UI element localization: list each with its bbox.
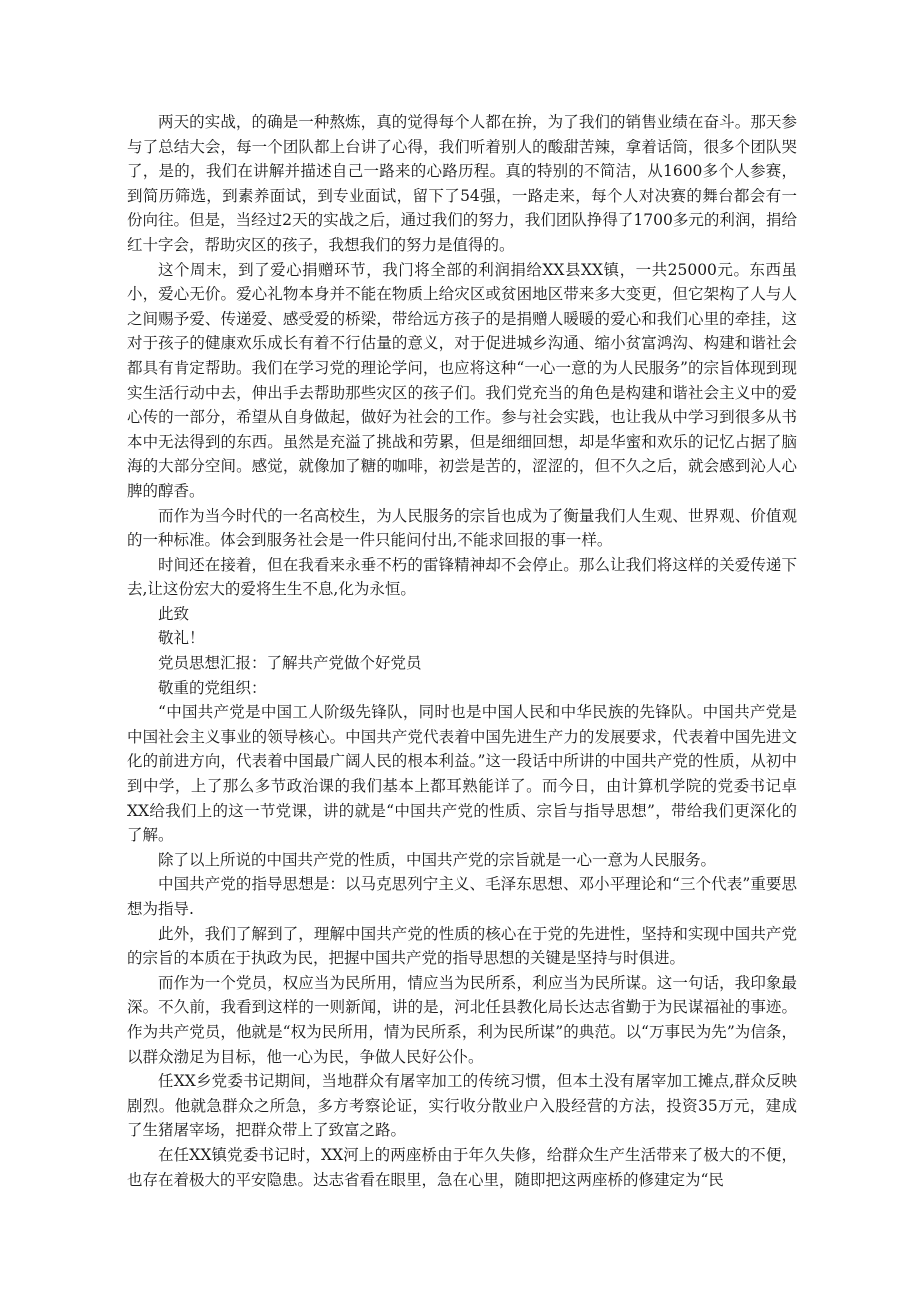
- paragraph: 在任XX镇党委书记时，XX河上的两座桥由于年久失修，给群众生产生活带来了极大的不便，也存在着极大的平安隐患。达志省看在眼里，急在心里，随即把这两座桥的修建定为“民: [127, 1145, 797, 1189]
- paragraph: 此外，我们了解到了，理解中国共产党的性质的核心在于党的先进性，坚持和实现中国共产党的宗旨的本质在于执政为民，把握中国共产党的指导思想的关键是坚持与时俱进。: [127, 924, 797, 968]
- closing-regards: 敬礼！: [158, 629, 205, 648]
- paragraph: 时间还在接着，但在我看来永垂不朽的雷锋精神却不会停止。那么让我们将这样的关爱传递下去,让这份宏大的爱将生生不息,化为永恒。: [127, 555, 797, 599]
- paragraph: “中国共产党是中国工人阶级先锋队，同时也是中国人民和中华民族的先锋队。中国共产党是中国社会主义事业的领导核心。中国共产党代表着中国先进生产力的发展要求，代表着中国先进文化的前进方向，代表着中国最广阔人民的根本利益。”这一段话中所讲的中国共产党的性质，从初中到中学，上了那么多节政治课的我们基本上都耳熟能详了。而今日，由计算机学院的党委书记卓XX给我们上的这一节党课，讲的就是“中国共产党的性质、宗旨与指导思想”，带给我们更深化的了解。: [127, 703, 797, 845]
- paragraph: 而作为当今时代的一名高校生，为人民服务的宗旨也成为了衡量我们人生观、世界观、价值观的一种标准。体会到服务社会是一件只能问付出,不能求回报的事一样。: [127, 506, 797, 550]
- paragraph: 中国共产党的指导思想是：以马克思列宁主义、毛泽东思想、邓小平理论和“三个代表”重要思想为指导.: [127, 875, 797, 918]
- document-body: [127, 110, 797, 1192]
- greeting: 敬重的党组织：: [158, 678, 267, 697]
- section-title: 党员思想汇报：了解共产党做个好党员: [158, 654, 422, 673]
- closing-salutation: 此致: [158, 604, 190, 623]
- paragraph: 两天的实战，的确是一种熬炼，真的觉得每个人都在拚，为了我们的销售业绩在奋斗。那天参与了总结大会，每一个团队都上台讲了心得，我们听着别人的酸甜苦辣，拿着话筒，很多个团队哭了，是的，我们在讲解并描述自己一路来的心路历程。真的特别的不简洁，从1600多个人参赛，到简历筛选，到素养面试，到专业面试，留下了54强，一路走来，每个人对决赛的舞台都会有一份向往。但是，当经过2天的实战之后，通过我们的努力，我们团队挣得了1700多元的利润，捐给红十字会，帮助灾区的孩子，我想我们的努力是值得的。: [127, 113, 797, 254]
- paragraph: 这个周末，到了爱心捐赠环节，我门将全部的利润捐给XX县XX镇，一共25000元。东西虽小，爱心无价。爱心礼物本身并不能在物质上给灾区或贫困地区带来多大变更，但它架构了人与人之间赐予爱、传递爱、感受爱的桥梁，带给远方孩子的是捐赠人暖暖的爱心和我们心里的牵挂，这对于孩子的健康欢乐成长有着不行估量的意义，对于促进城乡沟通、缩小贫富鸿沟、构建和谐社会都具有肯定帮助。我们在学习党的理论学问，也应将这种“一心一意的为人民服务”的宗旨体现到现实生活行动中去，伸出手去帮助那些灾区的孩子们。我们党充当的角色是构建和谐社会主义中的爱心传的一部分，希望从自身做起，做好为社会的工作。参与社会实践，也让我从中学习到很多从书本中无法得到的东西。虽然是充溢了挑战和劳累，但是细细回想，却是华蜜和欢乐的记忆占据了脑海的大部分空间。感觉，就像加了糖的咖啡，初尝是苦的，涩涩的，但不久之后，就会感到沁人心脾的醇香。: [127, 260, 797, 500]
- paragraph: 任XX乡党委书记期间，当地群众有屠宰加工的传统习惯，但本土没有屠宰加工摊点,群众反映剧烈。他就急群众之所急，多方考察论证，实行收分散业户入股经营的方法，投资35万元，建成了生猪屠宰场，把群众带上了致富之路。: [127, 1072, 797, 1140]
- paragraph: 而作为一个党员，权应当为民所用，情应当为民所系，利应当为民所谋。这一句话，我印象最深。不久前，我看到这样的一则新闻，讲的是，河北任县教化局长达志省勤于为民谋福祉的事迹。作为共产党员，他就是“权为民所用，情为民所系，利为民所谋”的典范。以“万事民为先”为信条，以群众渤足为目标，他一心为民，争做人民好公仆。: [127, 973, 797, 1066]
- paragraph: 除了以上所说的中国共产党的性质，中国共产党的宗旨就是一心一意为人民服务。: [158, 850, 717, 869]
